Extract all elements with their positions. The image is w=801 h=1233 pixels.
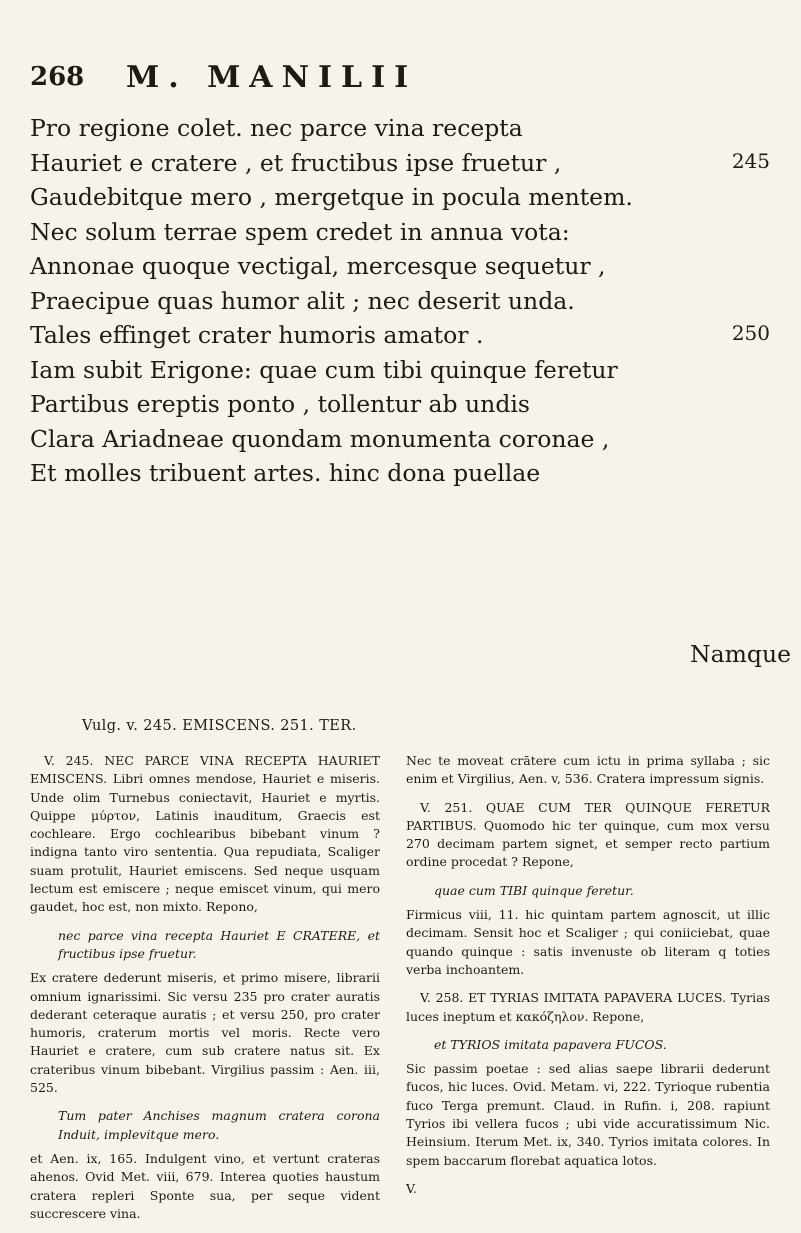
commentary-paragraph: V. — [406, 1180, 417, 1196]
line-number: 245 — [731, 148, 770, 173]
vulgate-reading: Vulg. v. 245. EMISCENS. 251. TER. — [82, 718, 357, 734]
page-number: 268 — [30, 62, 85, 92]
commentary-paragraph: V. 245. NEC PARCE VINA RECEPTA HAURIET EMISCENS. Libri omnes mendose, Hauriet e miseris. Unde olim Turnebus coniectavit, Hauriet e myrtis. Quippe μύρτον, Latinis inauditum, Graecis est cochleare. Ergo cochlearibus bibebant vinum ? indigna tanto viro sententia. Qua repudiata, Scaliger suam protulit, Hauriet emiscens. Sed neque usquam lectum est emiscere ; neque emiscet vinum, qui mero gaudet, hoc est, non mixto. Repono, — [30, 753, 380, 915]
line-number: 250 — [731, 321, 770, 345]
commentary-paragraph: et Aen. ix, 165. Indulgent vino, et vertunt crateras ahenos. Ovid Met. viii, 679. Interea quoties haustum cratera repleri Sponte sua, per seque vident succrescere vina. — [30, 1150, 380, 1221]
verse-line: Gaudebitque mero , mergetque in pocula mentem. — [30, 183, 633, 211]
commentary-paragraph: Firmicus viii, 11. hic quintam partem agnoscit, ut illic decimam. Sensit hoc et Scaliger ; qui coniiciebat, quae quando quinque : satis invenuste ob literam q toties verba inchoantem. — [406, 907, 770, 977]
commentary-left-column — [30, 752, 380, 1233]
verse-line: Partibus ereptis ponto , tollentur ab undis — [30, 390, 530, 418]
verse-line: Hauriet e cratere , et fructibus ipse fruetur , 245 — [30, 148, 770, 177]
page-header — [30, 60, 770, 100]
commentary-paragraph: V. 258. ET TYRIAS IMITATA PAPAVERA LUCES. Tyrias luces ineptum et κακόζηλον. Repone, — [406, 990, 770, 1024]
verse-line: Annonae quoque vectigal, mercesque sequetur , — [30, 252, 606, 280]
commentary-paragraph: V. 251. QUAE CUM TER QUINQUE FERETUR PARTIBUS. Quomodo hic ter quinque, cum mox versu 270 decimam partem signet, et semper recto partium ordine procedat ? Repone, — [406, 799, 770, 870]
verse-line: Nec solum terrae spem credet in annua vota: — [30, 217, 570, 246]
commentary-quotation: et TYRIOS imitata papavera FUCOS. — [434, 1036, 667, 1052]
poem-text — [30, 114, 770, 494]
commentary-right-column — [406, 752, 770, 1208]
verse-line: Iam subit Erigone: quae cum tibi quinque feretur — [30, 355, 618, 384]
commentary-paragraph: Sic passim poetae : sed alias saepe librarii dederunt fucos, hic luces. Ovid. Metam. vi, 222. Tyrioque rubentia fuco Terga premunt. Claud. in Rufin. i, 208. rapiunt Tyrios ibi vellera fucos ; ubi vide accuratissimum Nic. Heinsium. Iterum Met. ix, 340. Tyrios imitata colores. In spem baccarum florebat aquatica lotos. — [406, 1061, 770, 1168]
verse-line: Clara Ariadneae quondam monumenta coronae , — [30, 424, 610, 453]
commentary-quotation: quae cum TIBI quinque feretur. — [434, 882, 634, 898]
commentary-quotation: Tum pater Anchises magnum cratera corona Induit, implevitque mero. — [58, 1108, 380, 1142]
verse-line: Tales effinget crater humoris amator . 250 — [30, 321, 770, 349]
catchword: Namque — [690, 640, 791, 668]
commentary-quotation: nec parce vina recepta Hauriet E CRATERE, et fructibus ipse fruetur. — [58, 927, 380, 961]
verse-line: Praecipue quas humor alit ; nec deserit unda. — [30, 286, 575, 315]
running-title: M. MANILII — [126, 60, 418, 95]
verse-line: Et molles tribuent artes. hinc dona puellae — [30, 459, 541, 487]
commentary-paragraph: Nec te moveat crātere cum ictu in prima syllaba ; sic enim et Virgilius, Aen. v, 536. Cratera impressum signis. — [406, 753, 770, 787]
verse-line: Pro regione colet. nec parce vina recepta — [30, 114, 523, 142]
commentary-paragraph: Ex cratere dederunt miseris, et primo misere, librarii omnium ignarissimi. Sic versu 235 pro crater auratis dederant ceteraque auratis ; et versu 250, pro crater humoris, craterum mortis vel moris. Recte vero Hauriet e cratere, cum sub cratere natus sit. Ex crateribus vinum bibebant. Virgilius passim : Aen. iii, 525. — [30, 970, 380, 1096]
